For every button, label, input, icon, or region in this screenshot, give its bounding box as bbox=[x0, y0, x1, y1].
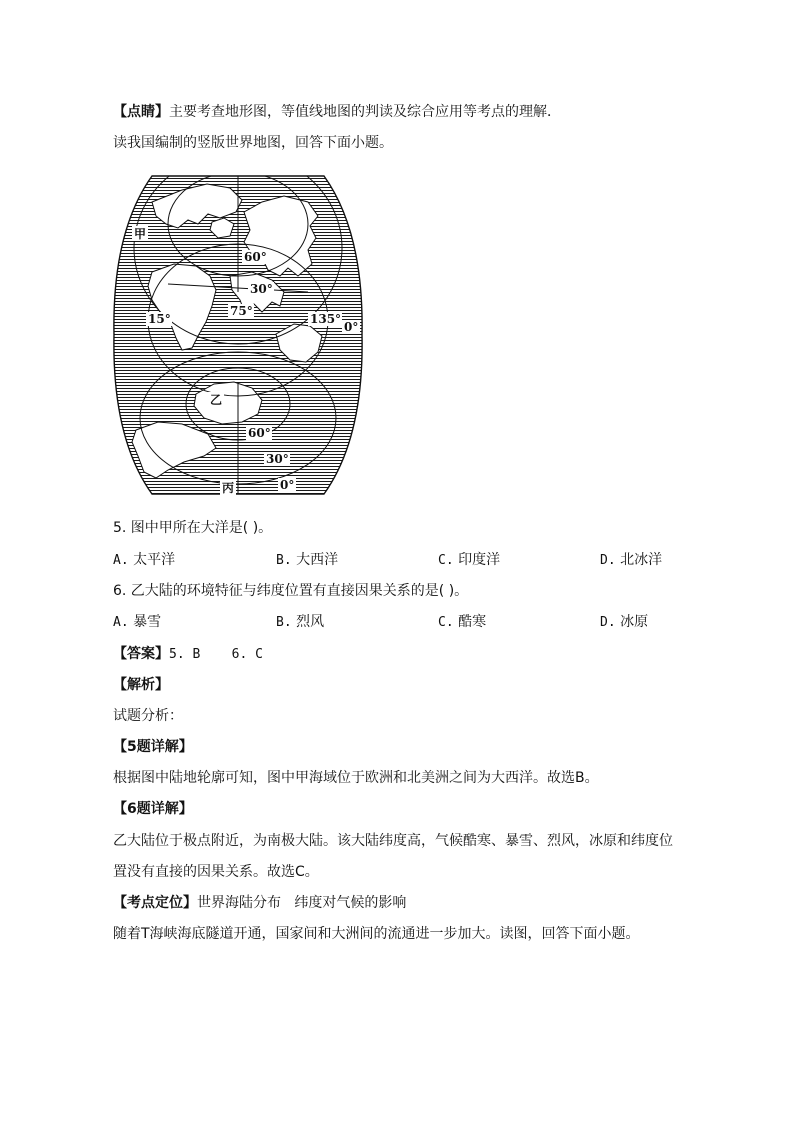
kaodian-text: 世界海陆分布 纬度对气候的影响 bbox=[197, 895, 407, 911]
q6-detail-text-1: 乙大陆位于极点附近，为南极大陆。该大陆纬度高，气候酷寒、暴雪、烈风，冰原和纬度位 bbox=[113, 833, 673, 849]
option-text: 酷寒 bbox=[458, 614, 487, 630]
question-5-option-b bbox=[276, 550, 338, 571]
label-lat-60-north: 60° bbox=[244, 250, 267, 264]
option-letter: C. bbox=[438, 615, 454, 630]
tip-text: 主要考查地形图，等值线地图的判读及综合应用等考点的理解． bbox=[169, 104, 561, 120]
question-5-option-a bbox=[113, 550, 175, 571]
analysis-tag: 【解析】 bbox=[113, 677, 169, 693]
answer-tag: 【答案】 bbox=[113, 646, 169, 662]
question-5-option-c bbox=[438, 550, 500, 571]
tip-tag: 【点睛】 bbox=[113, 104, 169, 120]
question-6-option-d bbox=[600, 612, 648, 633]
option-letter: D. bbox=[600, 615, 616, 630]
label-lat-30-south: 30° bbox=[266, 452, 289, 466]
label-lon-15: 15° bbox=[148, 312, 171, 326]
answer-text: 5. B 6. C bbox=[169, 647, 263, 662]
option-text: 大西洋 bbox=[296, 552, 339, 568]
label-lon-135: 135° bbox=[310, 312, 342, 326]
question-6-option-b bbox=[276, 612, 324, 633]
next-question-prompt: 随着T海峡海底隧道开通，国家间和大洲间的流通进一步加大。读图，回答下面小题。 bbox=[113, 926, 640, 942]
option-letter: A. bbox=[113, 615, 129, 630]
tip-line bbox=[113, 102, 561, 122]
option-letter: B. bbox=[276, 615, 292, 630]
question-6-stem: 6. 乙大陆的环境特征与纬度位置有直接因果关系的是( )。 bbox=[113, 583, 469, 599]
label-lon-0: 0° bbox=[344, 320, 359, 334]
question-6-option-a bbox=[113, 612, 161, 633]
analysis-intro: 试题分析： bbox=[113, 708, 183, 724]
question-5-stem: 5. 图中甲所在大洋是( )。 bbox=[113, 520, 273, 536]
option-text: 太平洋 bbox=[133, 552, 176, 568]
option-text: 北冰洋 bbox=[620, 552, 663, 568]
option-text: 冰原 bbox=[620, 614, 649, 630]
kaodian-line bbox=[113, 893, 406, 913]
question-5-option-d bbox=[600, 550, 662, 571]
label-bing: 丙 bbox=[222, 481, 235, 495]
q6-detail-text-2: 置没有直接的因果关系。故选C。 bbox=[113, 864, 319, 880]
answer-line bbox=[113, 644, 263, 665]
option-text: 暴雪 bbox=[133, 614, 162, 630]
question-prompt: 读我国编制的竖版世界地图，回答下面小题。 bbox=[113, 135, 393, 151]
label-lat-30-north: 30° bbox=[250, 282, 273, 296]
label-jia: 甲 bbox=[134, 227, 147, 241]
kaodian-tag: 【考点定位】 bbox=[113, 895, 197, 911]
option-letter: A. bbox=[113, 553, 129, 568]
option-letter: B. bbox=[276, 553, 292, 568]
q6-detail-tag: 【6题详解】 bbox=[113, 801, 193, 817]
option-text: 烈风 bbox=[296, 614, 325, 630]
world-map-figure bbox=[112, 172, 364, 498]
label-lon-75: 75° bbox=[230, 304, 253, 318]
label-lat-60-south: 60° bbox=[248, 426, 271, 440]
q5-detail-tag: 【5题详解】 bbox=[113, 739, 193, 755]
option-letter: C. bbox=[438, 553, 454, 568]
question-6-option-c bbox=[438, 612, 486, 633]
label-yi: 乙 bbox=[210, 393, 223, 407]
q5-detail-text: 根据图中陆地轮廓可知，图中甲海域位于欧洲和北美洲之间为大西洋。故选B。 bbox=[113, 770, 599, 786]
option-text: 印度洋 bbox=[458, 552, 501, 568]
label-lat-0-south: 0° bbox=[280, 478, 295, 492]
option-letter: D. bbox=[600, 553, 616, 568]
